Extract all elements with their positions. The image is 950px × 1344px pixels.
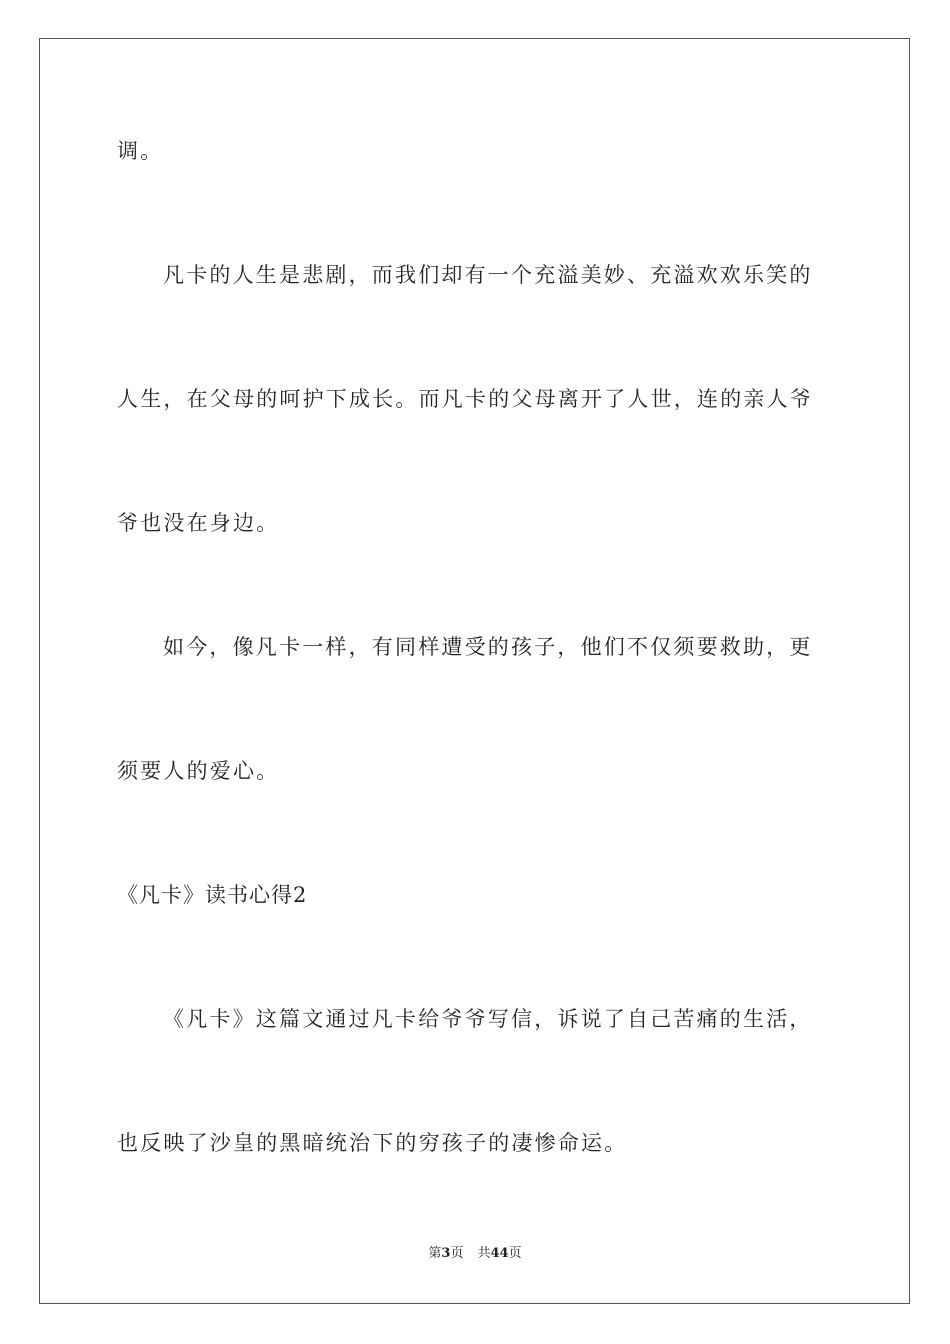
total-suffix: 页 xyxy=(508,1246,522,1261)
text-line-4: 爷也没在身边。 xyxy=(117,511,280,535)
page-number: 3 xyxy=(441,1246,451,1261)
page-border xyxy=(39,38,910,1304)
page-suffix: 页 xyxy=(450,1246,464,1261)
text-line-2: 凡卡的人生是悲剧，而我们却有一个充溢美妙、充溢欢欢乐笑的 xyxy=(163,263,813,287)
total-pages: 44 xyxy=(490,1246,509,1261)
text-line-8: 也反映了沙皇的黑暗统治下的穷孩子的凄惨命运。 xyxy=(117,1131,628,1155)
page-footer xyxy=(0,1245,950,1263)
text-line-7: 《凡卡》这篇文通过凡卡给爷爷写信，诉说了自己苦痛的生活， xyxy=(163,1007,813,1031)
total-prefix: 共 xyxy=(477,1246,491,1261)
section-heading: 《凡卡》读书心得2 xyxy=(117,883,308,907)
text-line-5: 如今，像凡卡一样，有同样遭受的孩子，他们不仅须要救助，更 xyxy=(163,635,813,659)
text-line-6: 须要人的爱心。 xyxy=(117,759,280,783)
text-line-1: 调。 xyxy=(117,139,164,163)
text-line-3: 人生，在父母的呵护下成长。而凡卡的父母离开了人世，连的亲人爷 xyxy=(117,387,813,411)
page-prefix: 第 xyxy=(428,1246,442,1261)
